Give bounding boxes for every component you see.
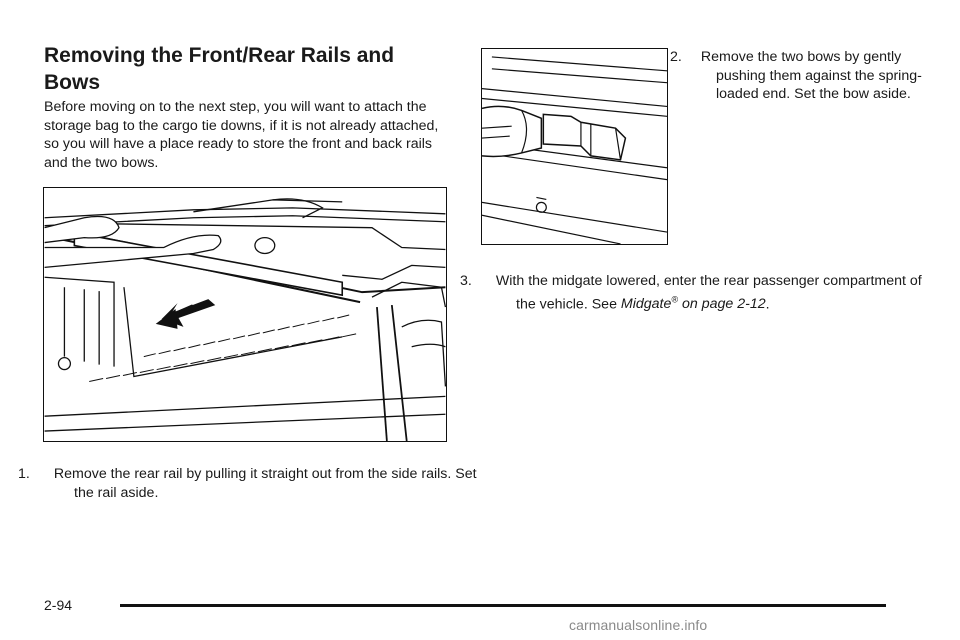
bow-end-illustration: [481, 48, 668, 245]
rear-rail-illustration: [43, 187, 447, 442]
midgate-reference-link[interactable]: Midgate® on page 2-12: [620, 294, 766, 313]
step-1: 1. Remove the rear rail by pulling it straight out from the side rails. Set the rail aside.: [18, 466, 477, 501]
page-number: 2-94: [44, 597, 73, 613]
watermark: carmanualsonline.info: [569, 617, 708, 633]
section-heading: Removing the Front/Rear Rails and Bows: [44, 44, 395, 94]
footer-rule: [120, 604, 886, 607]
step-3: 3. With the midgate lowered, enter the rear passenger compartment of the vehicle. See Midgate® on page 2-12.: [460, 273, 922, 313]
intro-paragraph: Before moving on to the next step, you will want to attach the storage bag to the cargo tie downs, if it is not already attached, so you will have a place ready to store the front and back rails and the two bows.: [44, 99, 439, 171]
step-2: 2. Remove the two bows by gently pushing them against the spring-loaded end. Set the bow aside.: [670, 49, 922, 103]
